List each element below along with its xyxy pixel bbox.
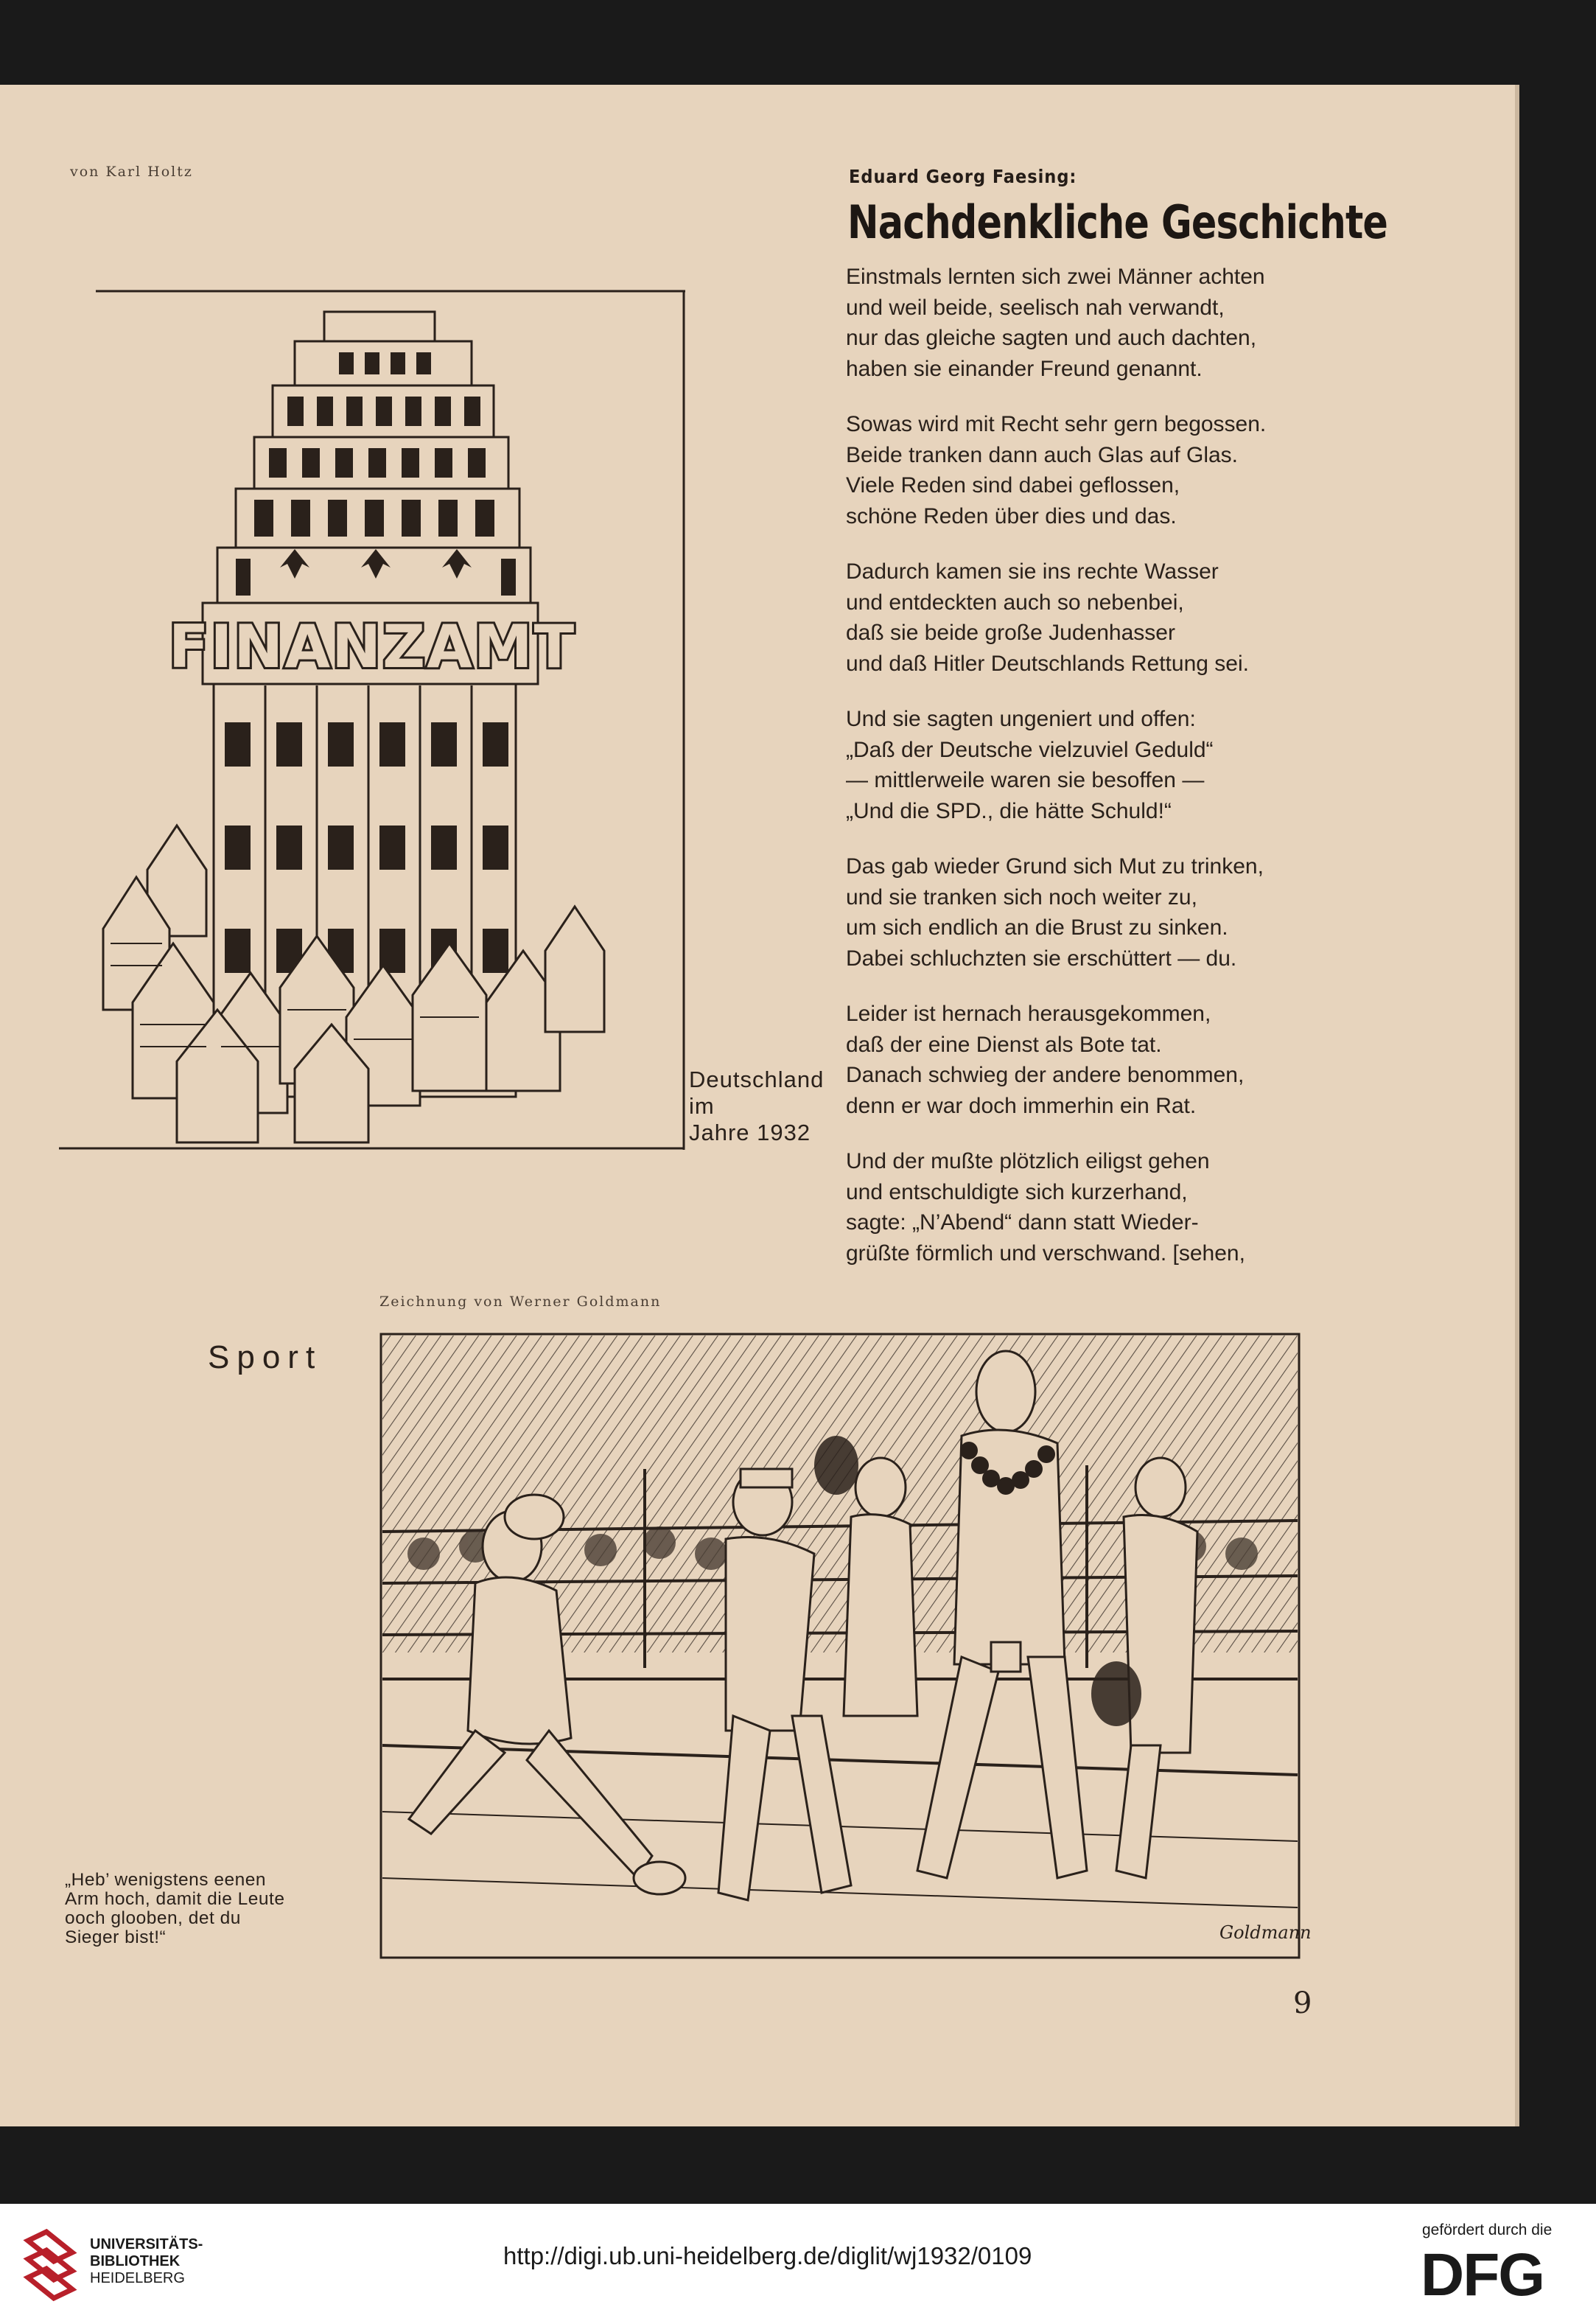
poem-line: sagte: „N’Abend“ dann statt Wieder- — [846, 1210, 1199, 1235]
boxing-caption — [65, 1871, 368, 1947]
poem-line: Einstmals lernten sich zwei Männer achten — [846, 265, 1265, 289]
poem-line: Und der mußte plötzlich eiligst gehen — [846, 1149, 1210, 1173]
illustrator-credit-top: von Karl Holtz — [70, 164, 193, 180]
poem-line: und sie tranken sich noch weiter zu, — [846, 884, 1197, 910]
poem-line: daß sie beide große Judenhasser — [846, 621, 1175, 645]
poem-stanza — [846, 851, 1332, 974]
poem-line: und daß Hitler Deutschlands Rettung sei. — [846, 651, 1249, 676]
sport-heading: Sport — [208, 1339, 323, 1375]
viewer-footer — [0, 2204, 1596, 2321]
library-line: HEIDELBERG — [90, 2270, 185, 2286]
poem-line: Viele Reden sind dabei geflossen, — [846, 473, 1180, 498]
caption-line: Deutschland — [689, 1067, 825, 1092]
caption-line: „Heb’ wenigstens eenen — [65, 1870, 266, 1890]
poem-line: daß der eine Dienst als Bote tat. — [846, 1032, 1162, 1057]
poem-line: denn er war doch immerhin ein Rat. — [846, 1093, 1197, 1118]
library-name — [90, 2236, 203, 2287]
poem-stanza — [846, 704, 1332, 826]
poem-stanza — [846, 999, 1332, 1121]
finanzamt-illustration — [59, 206, 685, 1150]
poem-line: — mittlerweile waren sie besoffen — — [846, 768, 1205, 792]
library-line: UNIVERSITÄTS- — [90, 2236, 203, 2252]
poem-line: nur das gleiche sagten und auch dachten, — [846, 326, 1257, 350]
caption-line: ooch glooben, det du — [65, 1908, 241, 1928]
poem-line: „Und die SPD., die hätte Schuld!“ — [846, 798, 1172, 823]
poem-stanza — [846, 409, 1332, 531]
poem-stanza — [846, 262, 1332, 384]
caption-line: im — [689, 1093, 715, 1119]
poem-line: Und sie sagten ungeniert und offen: — [846, 707, 1196, 731]
poem-title: Nachdenkliche Geschichte — [847, 195, 1388, 249]
poem-line: und weil beide, seelisch nah verwandt, — [846, 295, 1225, 320]
boxing-illustration — [379, 1333, 1312, 1959]
scanned-page — [0, 85, 1519, 2126]
funding-note: gefördert durch die — [1422, 2221, 1553, 2238]
poem-author: Eduard Georg Faesing: — [849, 166, 1077, 187]
library-line: BIBLIOTHEK — [90, 2253, 181, 2269]
poem-line: und entschuldigte sich kurzerhand, — [846, 1179, 1188, 1204]
artist-signature: Goldmann — [1219, 1922, 1312, 1943]
poem-stanza — [846, 556, 1332, 679]
page-edge — [1515, 85, 1519, 2126]
caption-line: Arm hoch, damit die Leute — [65, 1889, 285, 1909]
poem-line: Das gab wieder Grund sich Mut zu trinken, — [846, 854, 1264, 879]
poem-line: grüßte förmlich und verschwand. [sehen, — [846, 1240, 1245, 1266]
poem-line: Danach schwieg der andere benommen, — [846, 1063, 1245, 1087]
illustrator-credit-middle: Zeichnung von Werner Goldmann — [379, 1294, 662, 1310]
source-url-link[interactable]: http://digi.ub.uni-heidelberg.de/diglit/wj1932/0109 — [503, 2242, 1032, 2269]
poem-line: um sich endlich an die Brust zu sinken. — [846, 915, 1228, 940]
poem-body — [846, 262, 1332, 1294]
dfg-logo: DFG — [1421, 2241, 1544, 2308]
poem-stanza — [846, 1146, 1332, 1268]
poem-line: Dabei schluchzten sie erschüttert — du. — [846, 946, 1237, 971]
poem-line: haben sie einander Freund genannt. — [846, 356, 1203, 381]
finanzamt-caption — [689, 1067, 844, 1146]
poem-line: schöne Reden über dies und das. — [846, 503, 1177, 528]
page-number: 9 — [1293, 1986, 1312, 2020]
caption-line: Sieger bist!“ — [65, 1927, 167, 1947]
poem-line: „Daß der Deutsche vielzuviel Geduld“ — [846, 737, 1214, 762]
poem-line: Dadurch kamen sie ins rechte Wasser — [846, 559, 1219, 584]
caption-line: Jahre 1932 — [689, 1120, 811, 1145]
poem-line: Leider ist hernach herausgekommen, — [846, 1002, 1211, 1026]
poem-line: und entdeckten auch so nebenbei, — [846, 590, 1184, 615]
finanzamt-sign: FINANZAMT — [168, 612, 576, 681]
library-logo-icon — [21, 2226, 80, 2300]
poem-line: Beide tranken dann auch Glas auf Glas. — [846, 442, 1239, 467]
poem-line: Sowas wird mit Recht sehr gern begossen. — [846, 412, 1267, 436]
